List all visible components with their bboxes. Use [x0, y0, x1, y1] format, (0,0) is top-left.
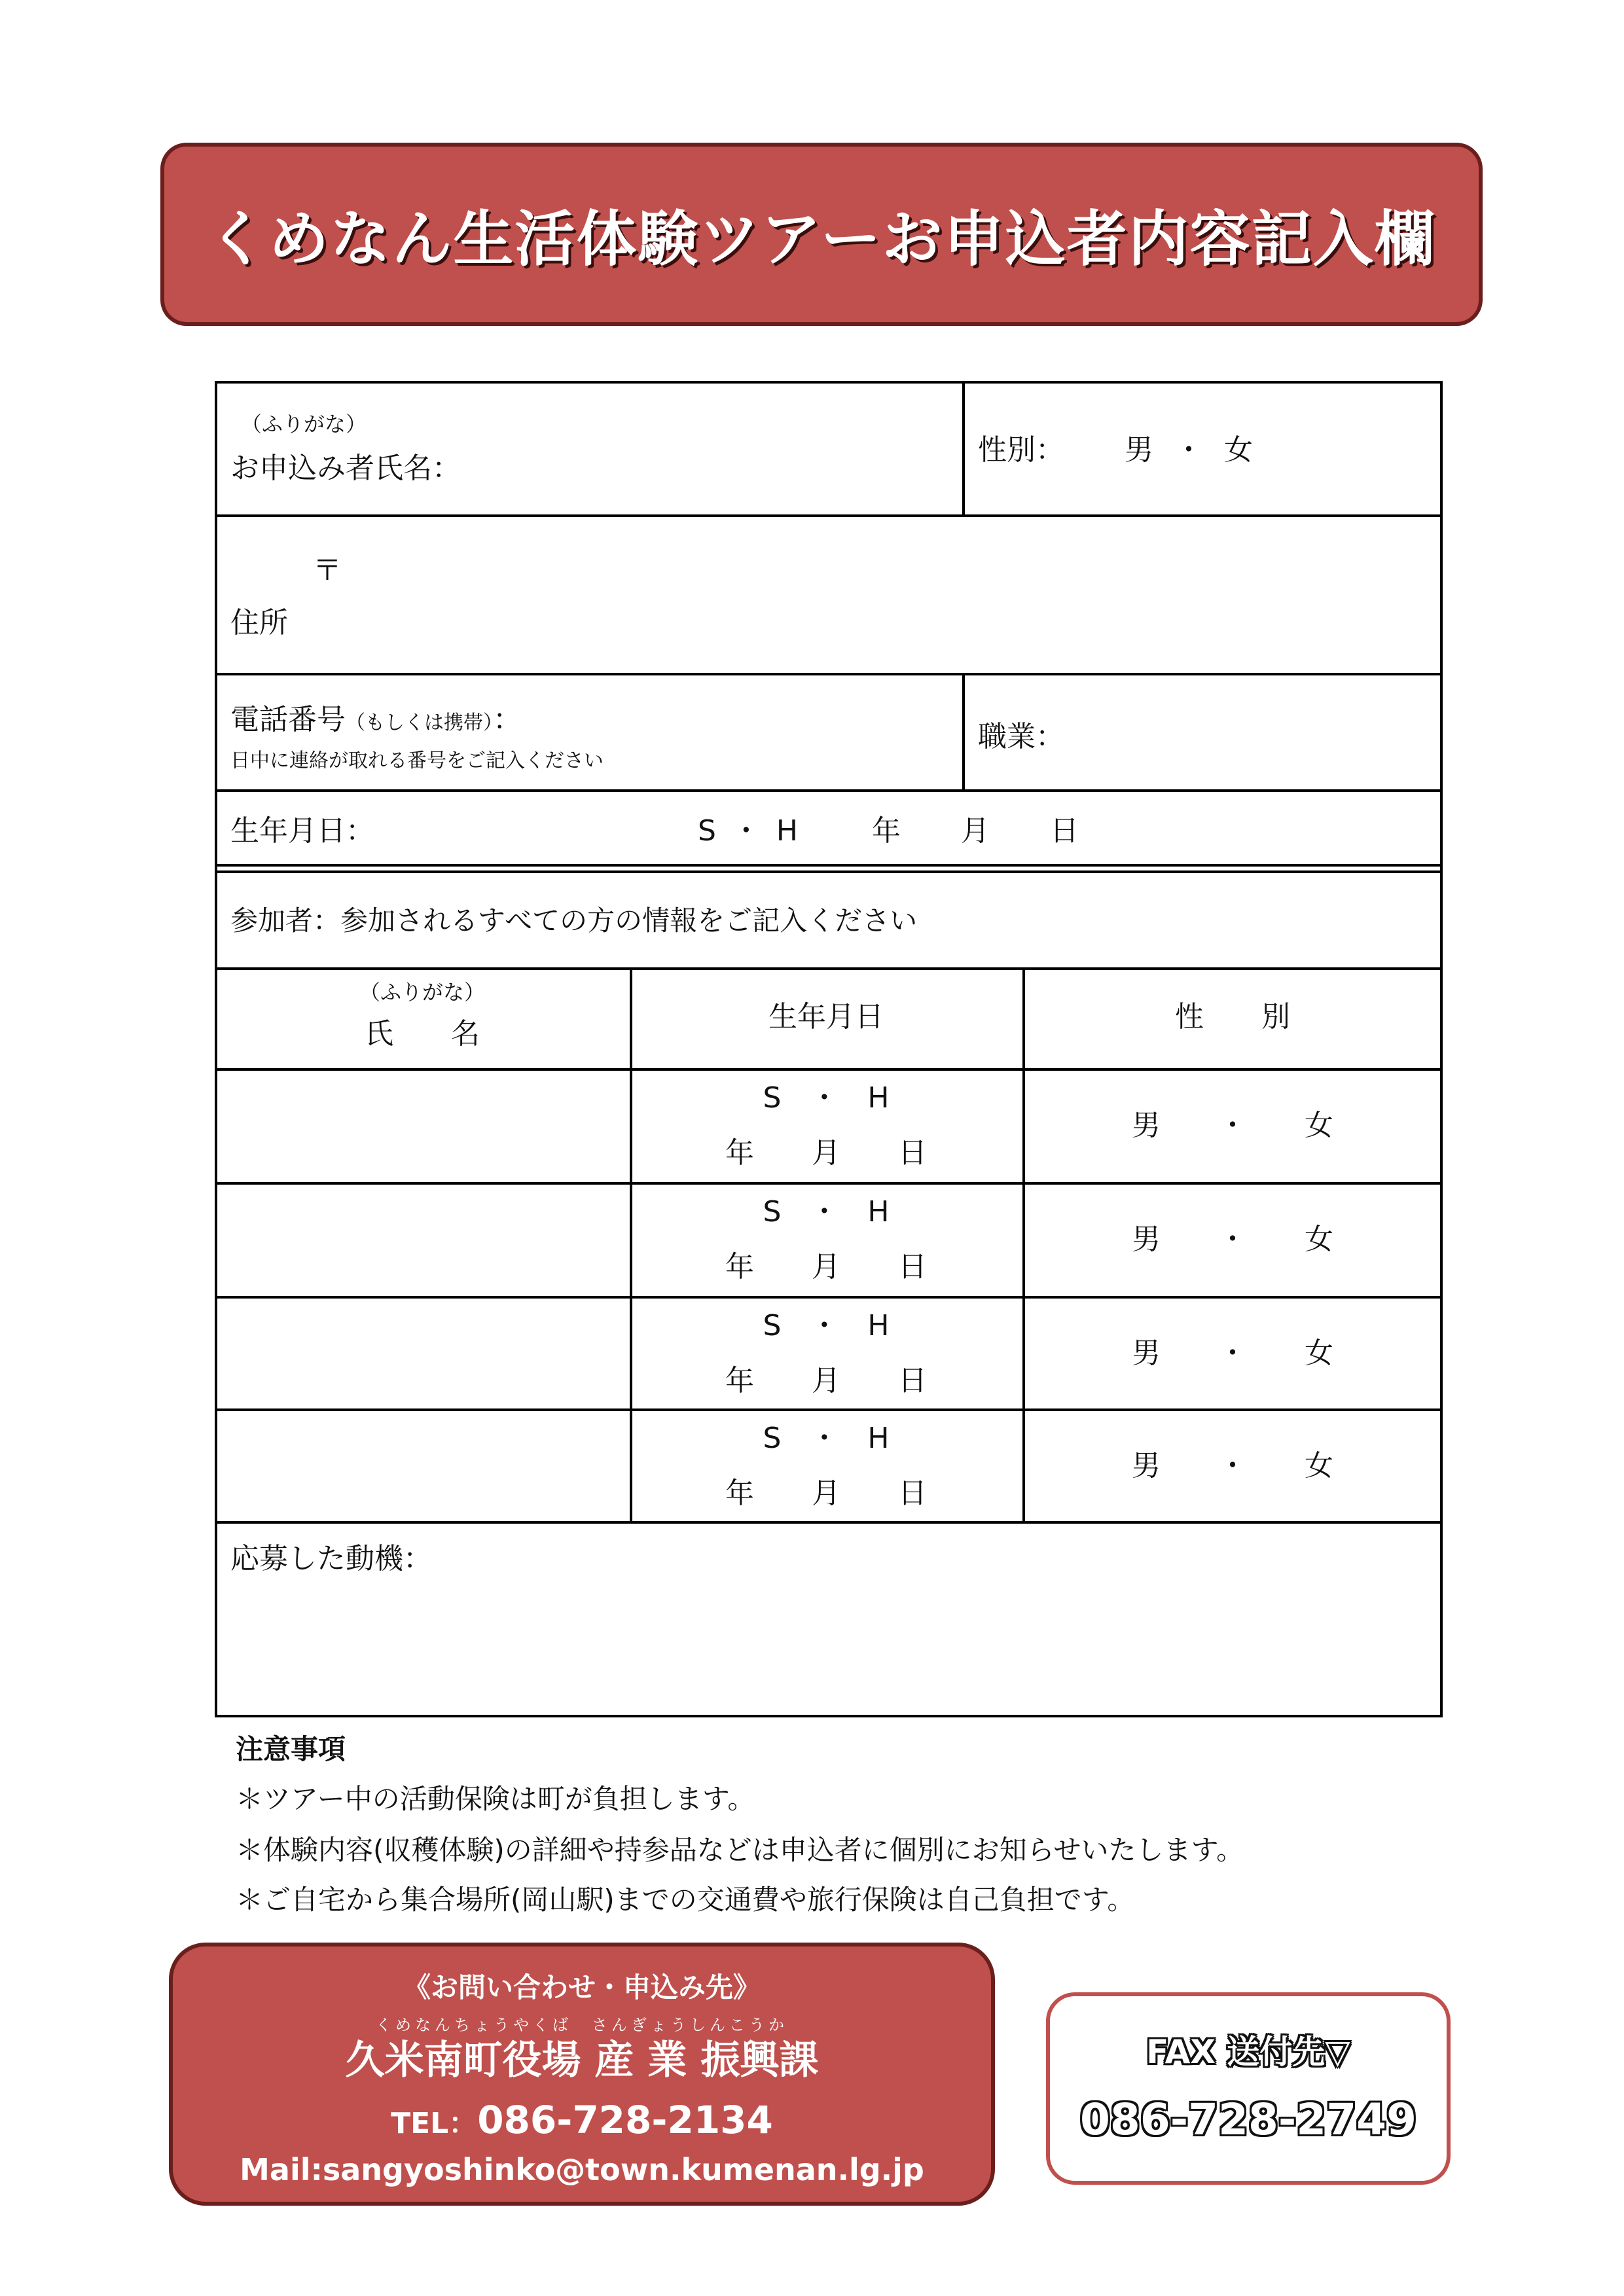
postal-mark: 〒 [313, 554, 342, 587]
col-furigana-label: （ふりがな） [359, 980, 485, 1005]
contact-tel [173, 2098, 991, 2142]
participant-gender[interactable]: 男 ・ 女 [1132, 1336, 1333, 1370]
participant-gender[interactable]: 男 ・ 女 [1132, 1223, 1333, 1256]
notes-heading: 注意事項 [236, 1733, 346, 1765]
fax-label: FAX 送付先▽ [1146, 2033, 1350, 2071]
phone-label [230, 703, 522, 736]
note-item: ＊ご自宅から集合場所(岡山駅)までの交通費や旅行保険は自己負担です。 [236, 1884, 1135, 1916]
phone-field[interactable] [556, 694, 949, 746]
participant-ymd[interactable]: 年 月 日 [725, 1136, 927, 1170]
motive-label: 応募した動機： [230, 1542, 432, 1575]
tel-label: TEL： [391, 2107, 478, 2140]
participants-label: 参加者：参加されるすべての方の情報をご記入ください [230, 905, 918, 937]
name-furigana-label: （ふりがな） [241, 412, 367, 437]
row-divider [215, 967, 1443, 970]
applicant-name-field[interactable] [471, 432, 949, 504]
address-label: 住所 [230, 606, 288, 639]
phone-colon: ： [493, 703, 522, 736]
row-divider [215, 789, 1443, 792]
occupation-label: 職業： [978, 720, 1064, 753]
birth-ymd[interactable]: 年 月 日 [872, 814, 1094, 848]
gender-options[interactable]: 男 ・ 女 [1125, 433, 1253, 467]
col-name-header: 氏 名 [365, 1017, 480, 1050]
phone-note: 日中に連絡が取れる番号をご記入ください [230, 749, 604, 772]
row-divider [215, 673, 1443, 675]
col-gender-header: 性 別 [1175, 1000, 1290, 1033]
note-item: ＊体験内容(収穫体験)の詳細や持参品などは申込者に個別にお知らせいたします。 [236, 1834, 1244, 1866]
participant-era[interactable]: S ・ H [763, 1081, 890, 1115]
phone-label-text: 電話番号 [230, 703, 346, 736]
contact-heading: 《お問い合わせ・申込み先》 [403, 1971, 761, 2003]
participant-era[interactable]: S ・ H [763, 1422, 890, 1455]
participant-era[interactable]: S ・ H [763, 1195, 890, 1229]
fax-box [1046, 1992, 1451, 2185]
page-title: くめなん生活体験ツアーお申込者内容記入欄 [207, 204, 1436, 274]
office-name: 久米南町役場 産 業 振興課 [345, 2037, 819, 2083]
row-divider [215, 864, 1443, 867]
fax-number[interactable]: 086-728-2749 [1079, 2094, 1416, 2145]
note-item: ＊ツアー中の活動保険は町が負担します。 [236, 1783, 755, 1815]
column-divider [962, 673, 965, 791]
participant-name-field[interactable] [217, 1185, 628, 1295]
col-birth-header: 生年月日 [768, 1000, 884, 1033]
motive-field[interactable] [223, 1584, 1434, 1708]
birth-era-options[interactable]: S ・ H [698, 814, 798, 848]
occupation-field[interactable] [1087, 694, 1427, 779]
contact-mail[interactable]: Mail:sangyoshinko@town.kumenan.lg.jp [240, 2152, 924, 2187]
phone-sub-label: （もしくは携帯） [346, 711, 493, 734]
contact-box [169, 1943, 995, 2206]
row-divider [215, 1521, 1443, 1524]
participant-name-field[interactable] [217, 1299, 628, 1407]
participant-ymd[interactable]: 年 月 日 [725, 1364, 927, 1397]
gender-label: 性別： [978, 433, 1064, 467]
row-divider [215, 870, 1443, 873]
participant-name-field[interactable] [217, 1411, 628, 1520]
applicant-name-label: お申込み者氏名： [230, 452, 461, 485]
birth-label: 生年月日： [230, 814, 374, 848]
participant-gender[interactable]: 男 ・ 女 [1132, 1449, 1333, 1482]
tel-number[interactable]: 086-728-2134 [477, 2098, 773, 2142]
column-divider [962, 381, 965, 516]
office-ruby: くめなんちょうやくば さんぎょうしんこうか [376, 2016, 788, 2034]
title-banner [160, 143, 1483, 326]
participant-name-field[interactable] [217, 1071, 628, 1181]
participant-ymd[interactable]: 年 月 日 [725, 1477, 927, 1510]
row-divider [215, 514, 1443, 517]
address-field[interactable] [353, 543, 1427, 661]
participant-era[interactable]: S ・ H [763, 1309, 890, 1342]
participant-ymd[interactable]: 年 月 日 [725, 1250, 927, 1283]
participant-gender[interactable]: 男 ・ 女 [1132, 1109, 1333, 1142]
